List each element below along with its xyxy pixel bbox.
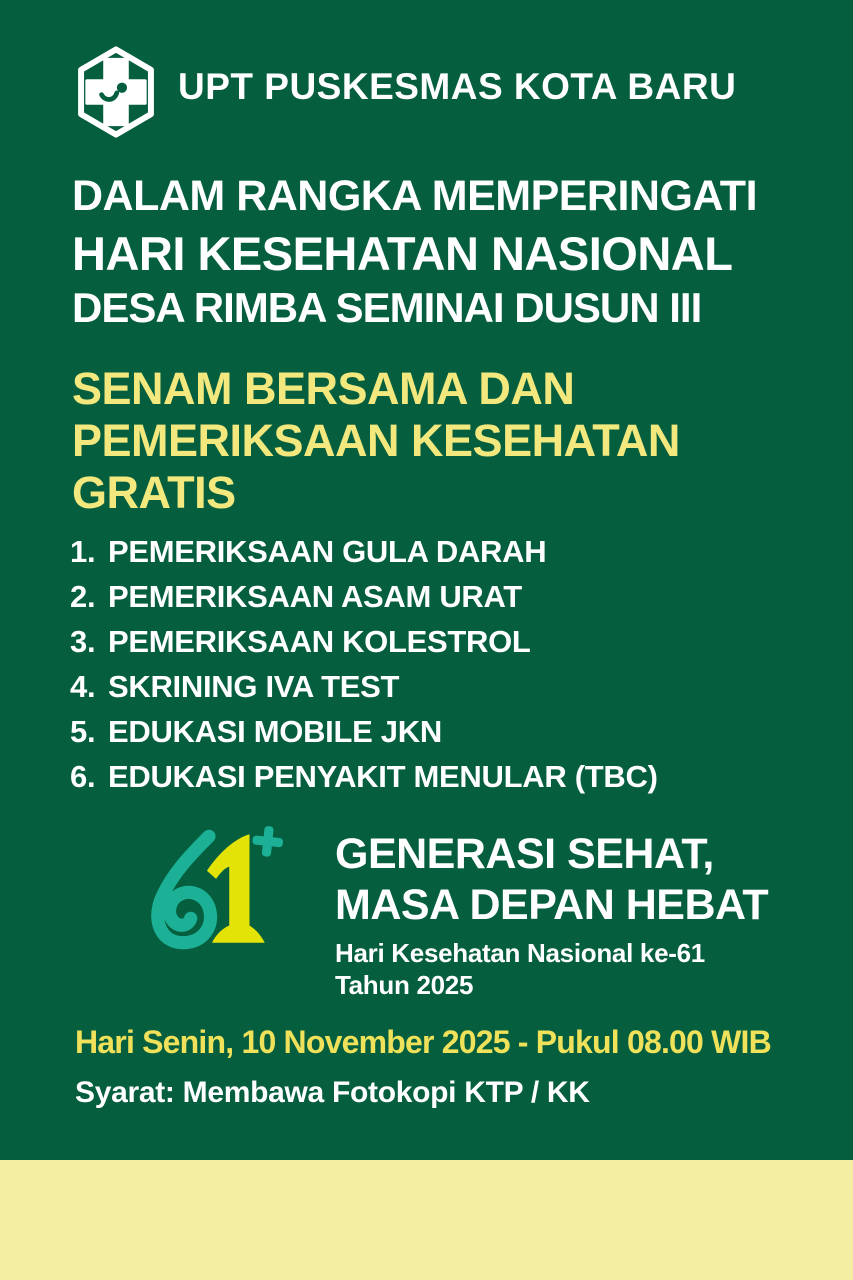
event-requirement: Syarat: Membawa Fotokopi KTP / KK	[75, 1076, 590, 1109]
list-item-label: EDUKASI MOBILE JKN	[108, 714, 442, 749]
list-item-number: 6.	[70, 759, 96, 794]
list-item-label: PEMERIKSAAN GULA DARAH	[108, 534, 547, 569]
list-item-label: PEMERIKSAAN ASAM URAT	[108, 579, 522, 614]
slogan-subtitle-1: Hari Kesehatan Nasional ke-61	[335, 938, 705, 968]
intro-line-1: DALAM RANGKA MEMPERINGATI	[72, 172, 758, 220]
list-item-number: 5.	[70, 714, 96, 749]
list-item	[70, 579, 790, 624]
slogan-line-2: MASA DEPAN HEBAT	[335, 881, 769, 929]
event-datetime: Hari Senin, 10 November 2025 - Pukul 08.00 WIB	[75, 1024, 771, 1060]
hkn-61-anniversary-logo	[136, 826, 288, 954]
list-item-number: 1.	[70, 534, 96, 569]
event-title-line-2: PEMERIKSAAN KESEHATAN	[72, 415, 680, 466]
list-item-number: 2.	[70, 579, 96, 614]
intro-line-3: DESA RIMBA SEMINAI DUSUN III	[72, 284, 702, 331]
list-item	[70, 624, 790, 669]
event-title-line-3: GRATIS	[72, 467, 236, 518]
list-item	[70, 669, 790, 714]
org-name: UPT PUSKESMAS KOTA BARU	[178, 66, 737, 107]
list-item-number: 4.	[70, 669, 96, 704]
event-title-line-1: SENAM BERSAMA DAN	[72, 363, 575, 414]
list-item-number: 3.	[70, 624, 96, 659]
services-list	[70, 534, 790, 804]
footer-strip	[0, 1160, 853, 1280]
list-item	[70, 714, 790, 759]
list-item	[70, 534, 790, 579]
list-item-label: SKRINING IVA TEST	[108, 669, 400, 704]
intro-line-2: HARI KESEHATAN NASIONAL	[72, 227, 733, 280]
list-item	[70, 759, 790, 804]
slogan-subtitle-2: Tahun 2025	[335, 970, 474, 1000]
list-item-label: PEMERIKSAAN KOLESTROL	[108, 624, 531, 659]
list-item-label: EDUKASI PENYAKIT MENULAR (TBC)	[108, 759, 658, 794]
puskesmas-logo-icon	[73, 46, 159, 138]
slogan-line-1: GENERASI SEHAT,	[335, 830, 714, 878]
